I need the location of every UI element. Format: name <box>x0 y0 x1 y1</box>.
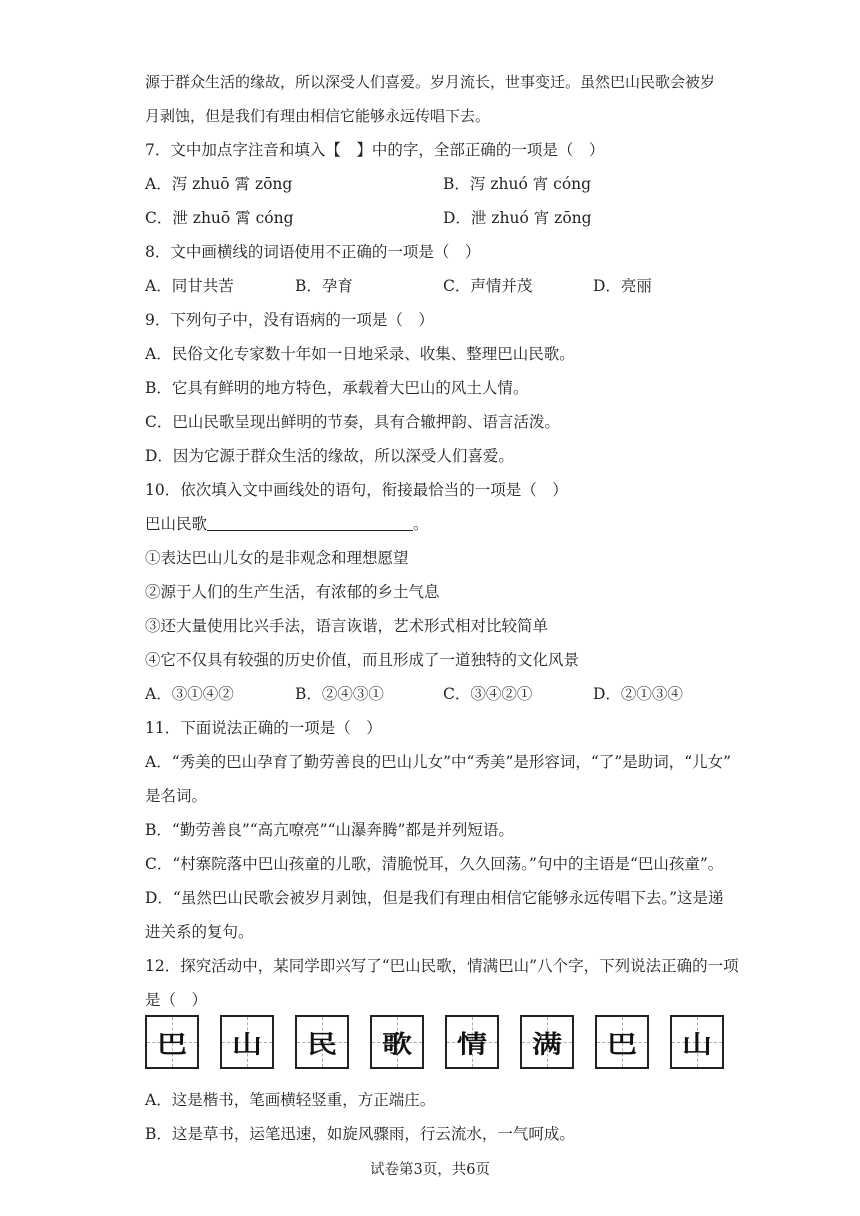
char-box <box>220 1015 274 1069</box>
q10-prompt-suffix: 。 <box>413 515 429 533</box>
q10-option-a: A．③①④② <box>145 685 234 703</box>
question-8-stem: 8．文中画横线的词语使用不正确的一项是（ ） <box>145 243 481 261</box>
char-box <box>670 1015 724 1069</box>
q10-option-b: B．②④③① <box>295 685 384 703</box>
calligraphy-char: 歌 <box>382 1030 412 1060</box>
char-box <box>295 1015 349 1069</box>
char-box <box>520 1015 574 1069</box>
question-9-stem: 9．下列句子中，没有语病的一项是（ ） <box>145 311 434 329</box>
char-box <box>145 1015 199 1069</box>
char-box <box>595 1015 649 1069</box>
q10-item-1: ①表达巴山儿女的是非观念和理想愿望 <box>145 549 409 567</box>
q11-option-a: A．“秀美的巴山孕育了勤劳善良的巴山儿女”中“秀美”是形容词，“了”是助词，“儿女” <box>145 753 732 771</box>
calligraphy-char: 山 <box>682 1030 712 1060</box>
q7-option-a: A．泻 zhuō 霄 zōng <box>145 175 293 193</box>
q10-prompt-prefix: 巴山民歌 <box>145 515 208 533</box>
q9-option-b: B．它具有鲜明的地方特色，承载着大巴山的风土人情。 <box>145 379 529 397</box>
q7-option-c: C．泄 zhuō 霄 cóng <box>145 209 294 227</box>
q12-option-b: B．这是草书，运笔迅速，如旋风骤雨，行云流水，一气呵成。 <box>145 1125 575 1143</box>
page-footer: 试卷第3页，共6页 <box>370 1162 490 1178</box>
calligraphy-char: 民 <box>307 1030 337 1060</box>
q10-item-2: ②源于人们的生产生活，有浓郁的乡土气息 <box>145 583 440 601</box>
passage-line: 源于群众生活的缘故，所以深受人们喜爱。岁月流长，世事变迁。虽然巴山民歌会被岁 <box>145 73 716 91</box>
q8-option-d: D．亮丽 <box>593 277 652 295</box>
calligraphy-char: 巴 <box>157 1030 187 1060</box>
calligraphy-char: 满 <box>532 1030 562 1060</box>
question-7-stem: 7．文中加点字注音和填入【 】中的字，全部正确的一项是（ ） <box>145 141 605 159</box>
q10-option-d: D．②①③④ <box>593 685 683 703</box>
q7-option-d: D．泄 zhuó 宵 zōng <box>443 209 592 227</box>
q10-item-4: ④它不仅具有较强的历史价值，而且形成了一道独特的文化风景 <box>145 651 580 669</box>
q8-option-c: C．声情并茂 <box>443 277 533 295</box>
q10-prompt <box>145 514 429 534</box>
char-box <box>370 1015 424 1069</box>
q10-item-3: ③还大量使用比兴手法，语言诙谐，艺术形式相对比较简单 <box>145 617 549 635</box>
answer-blank <box>207 516 413 531</box>
char-box <box>445 1015 499 1069</box>
calligraphy-char: 山 <box>232 1030 262 1060</box>
question-12-stem-cont: 是（ ） <box>145 991 208 1009</box>
calligraphy-char: 巴 <box>607 1030 637 1060</box>
passage-line: 月剥蚀，但是我们有理由相信它能够永远传唱下去。 <box>145 107 491 125</box>
q8-option-b: B．孕育 <box>295 277 353 295</box>
q9-option-d: D．因为它源于群众生活的缘故，所以深受人们喜爱。 <box>145 447 514 465</box>
q11-option-d-cont: 进关系的复句。 <box>145 923 254 941</box>
q12-option-a: A．这是楷书，笔画横轻竖重，方正端庄。 <box>145 1091 436 1109</box>
q11-option-d: D．“虽然巴山民歌会被岁月剥蚀，但是我们有理由相信它能够永远传唱下去。”这是递 <box>145 889 724 907</box>
q7-option-b: B．泻 zhuó 宵 cóng <box>443 175 592 193</box>
question-10-stem: 10．依次填入文中画线处的语句，衔接最恰当的一项是（ ） <box>145 481 568 499</box>
q9-option-c: C．巴山民歌呈现出鲜明的节奏，具有合辙押韵、语言活泼。 <box>145 413 560 431</box>
q11-option-a-cont: 是名词。 <box>145 787 208 805</box>
q10-option-c: C．③④②① <box>443 685 533 703</box>
question-12-stem: 12．探究活动中，某同学即兴写了“巴山民歌，情满巴山”八个字，下列说法正确的一项 <box>145 957 739 975</box>
q11-option-b: B．“勤劳善良”“高亢嘹亮”“山瀑奔腾”都是并列短语。 <box>145 821 514 839</box>
q9-option-a: A．民俗文化专家数十年如一日地采录、收集、整理巴山民歌。 <box>145 345 575 363</box>
q8-option-a: A．同甘共苦 <box>145 277 234 295</box>
question-11-stem: 11．下面说法正确的一项是（ ） <box>145 719 382 737</box>
calligraphy-boxes <box>145 1015 725 1073</box>
q11-option-c: C．“村寨院落中巴山孩童的儿歌，清脆悦耳，久久回荡。”句中的主语是“巴山孩童”。 <box>145 855 724 873</box>
calligraphy-char: 情 <box>457 1030 487 1060</box>
